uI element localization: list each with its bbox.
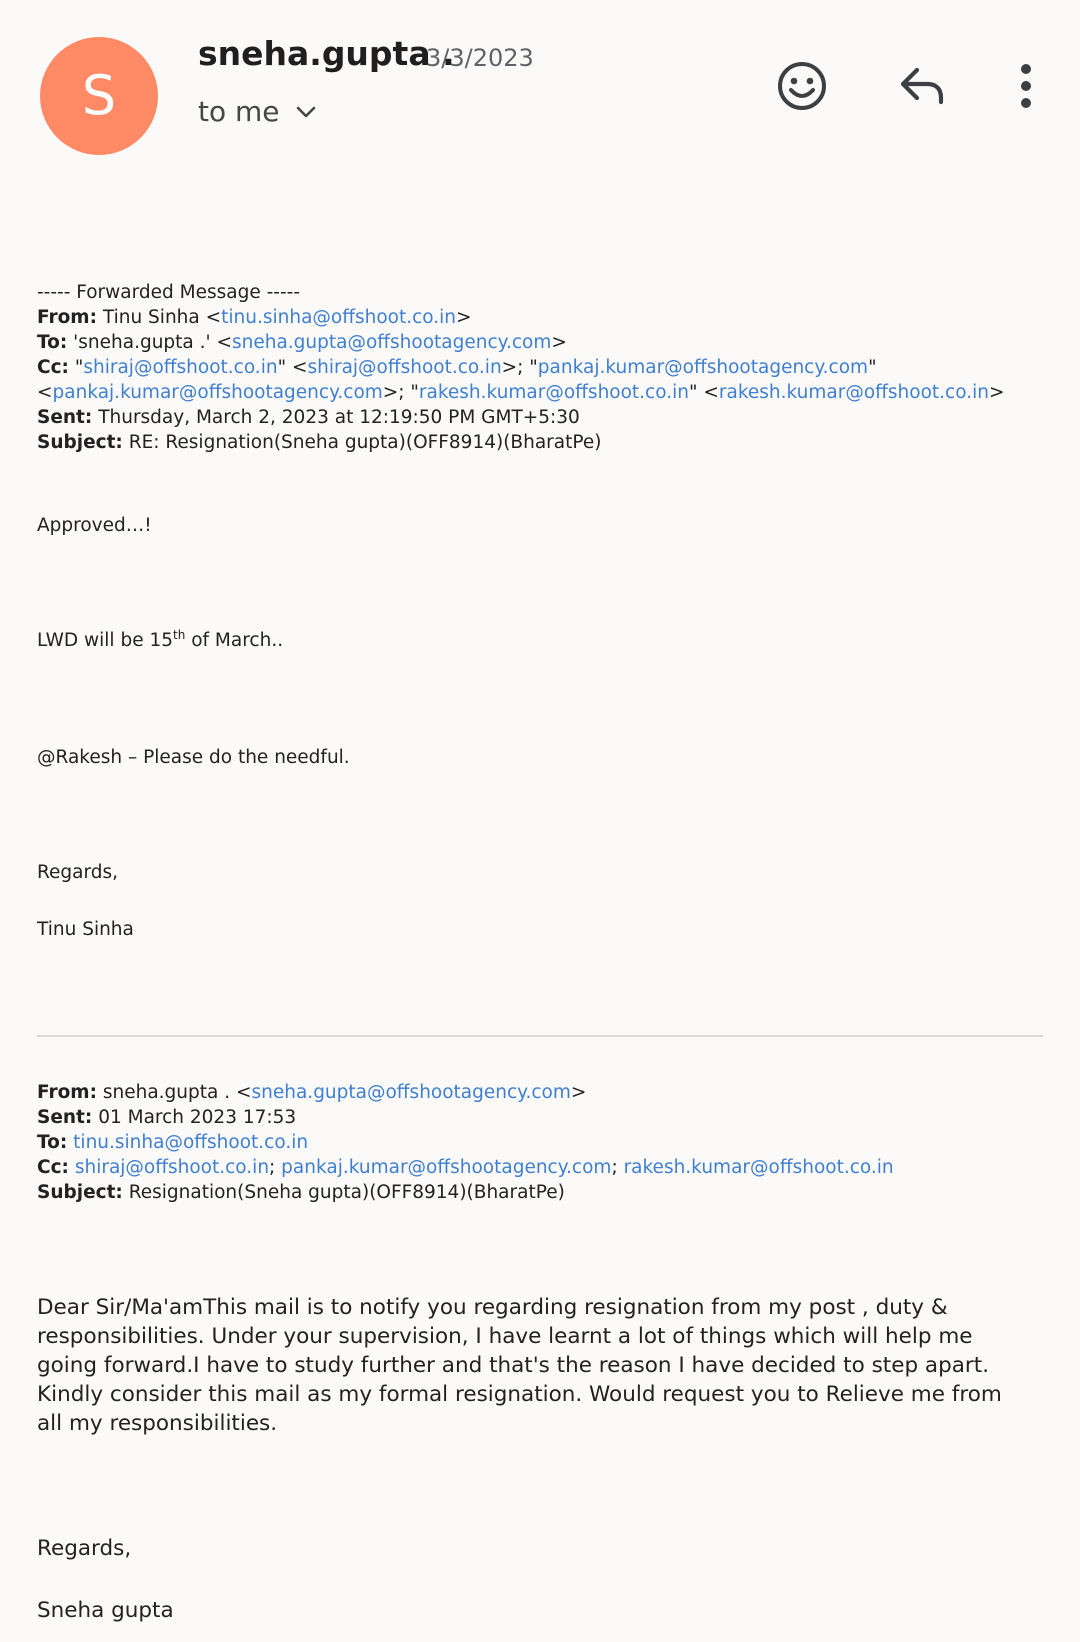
cc1-name-link[interactable]: shiraj@offshoot.co.in [83,357,278,378]
sent-label: Sent: [37,1107,93,1128]
subject-label: Subject: [37,432,123,453]
punct: ; [269,1157,282,1178]
resignation-body [37,1293,1037,1438]
punct: ; [611,1157,624,1178]
punct: < [37,382,53,403]
body-line: going forward.I have to study further and that's the reason I have decided to step apart. [37,1353,990,1378]
punct: " < [688,382,719,403]
to-label: To: [37,1132,68,1153]
orig-to-line [37,1130,1047,1155]
more-options-button[interactable] [994,54,1058,118]
recipient-label: to me [198,95,280,128]
original-message-headers [37,1080,1047,1205]
punct: > [456,307,472,328]
punct: >; " [501,357,538,378]
reply-button[interactable] [890,54,954,118]
lwd-superscript: th [173,628,186,642]
punct: " [868,357,877,378]
from-label: From: [37,1082,97,1103]
cc-label: Cc: [37,357,69,378]
fwd-cc-line-continued [37,380,1047,405]
orig-from-line [37,1080,1047,1105]
punct: > [551,332,567,353]
lwd-suffix: of March.. [185,630,284,652]
sender-avatar[interactable]: S [40,37,158,155]
cc2-email-link[interactable]: pankaj.kumar@offshootagency.com [52,382,383,403]
more-vert-icon [1019,63,1033,109]
sent-value: 01 March 2023 17:53 [98,1107,297,1128]
reply-icon [897,64,947,108]
to-label: To: [37,332,68,353]
punct: " < [277,357,308,378]
from-email-link[interactable]: tinu.sinha@offshoot.co.in [221,307,457,328]
from-label: From: [37,307,97,328]
from-name: sneha.gupta . < [102,1082,252,1103]
chevron-down-icon [294,100,318,124]
cc1-email-link[interactable]: shiraj@offshoot.co.in [307,357,502,378]
body-line: Kindly consider this mail as my formal resignation. Would request you to Relieve me from [37,1382,1002,1407]
from-email-link[interactable]: sneha.gupta@offshootagency.com [251,1082,571,1103]
punct: >; " [382,382,419,403]
cc3-email-link[interactable]: rakesh.kumar@offshoot.co.in [623,1157,894,1178]
message-divider [37,1035,1043,1037]
sender-name: sneha.gupta . [198,34,455,73]
approved-text: Approved…! [37,515,152,536]
fwd-subject-line [37,430,1047,455]
punct: > [988,382,1005,403]
sent-value: Thursday, March 2, 2023 at 12:19:50 PM GMT+5:30 [98,407,580,428]
cc3-name-link[interactable]: rakesh.kumar@offshoot.co.in [418,382,689,403]
recipient-details-toggle[interactable] [198,95,318,128]
fwd-from-line [37,305,1047,330]
subject-value: RE: Resignation(Sneha gupta)(OFF8914)(BharatPe) [128,432,602,453]
fwd-to-line [37,330,1047,355]
to-name: 'sneha.gupta .' < [73,332,232,353]
subject-value: Resignation(Sneha gupta)(OFF8914)(BharatPe) [128,1182,565,1203]
subject-label: Subject: [37,1182,123,1203]
cc3-email-link[interactable]: rakesh.kumar@offshoot.co.in [718,382,989,403]
email-header [0,0,1080,170]
fwd-regards: Regards, [37,862,119,883]
orig-cc-line [37,1155,1047,1180]
to-email-link[interactable]: sneha.gupta@offshootagency.com [231,332,552,353]
cc-label: Cc: [37,1157,69,1178]
fwd-signature: Tinu Sinha [37,919,134,940]
body-line: responsibilities. Under your supervision, I have learnt a lot of things which will help me [37,1324,973,1349]
punct: > [570,1082,587,1103]
mention-text: @Rakesh – Please do the needful. [37,747,350,768]
from-name: Tinu Sinha < [102,307,222,328]
orig-signature: Sneha gupta [37,1598,174,1623]
fwd-cc-line [37,355,1047,380]
lwd-text [37,628,283,651]
orig-sent-line [37,1105,1047,1130]
fwd-sent-line [37,405,1047,430]
forwarded-banner: ----- Forwarded Message ----- [37,282,301,303]
orig-subject-line [37,1180,1047,1205]
sent-label: Sent: [37,407,93,428]
cc2-name-link[interactable]: pankaj.kumar@offshootagency.com [537,357,869,378]
cc2-email-link[interactable]: pankaj.kumar@offshootagency.com [281,1157,612,1178]
body-line: Dear Sir/Ma'amThis mail is to notify you regarding resignation from my post , duty & [37,1295,948,1320]
cc1-email-link[interactable]: shiraj@offshoot.co.in [74,1157,270,1178]
punct: " [74,357,84,378]
add-reaction-button[interactable] [770,54,834,118]
forwarded-message-headers [37,280,1047,455]
to-email-link[interactable]: tinu.sinha@offshoot.co.in [73,1132,309,1153]
email-date: 3/3/2023 [426,44,534,72]
orig-regards: Regards, [37,1536,132,1561]
lwd-prefix: LWD will be 15 [37,630,174,652]
smiley-icon [776,60,828,112]
body-line: all my responsibilities. [37,1411,278,1436]
